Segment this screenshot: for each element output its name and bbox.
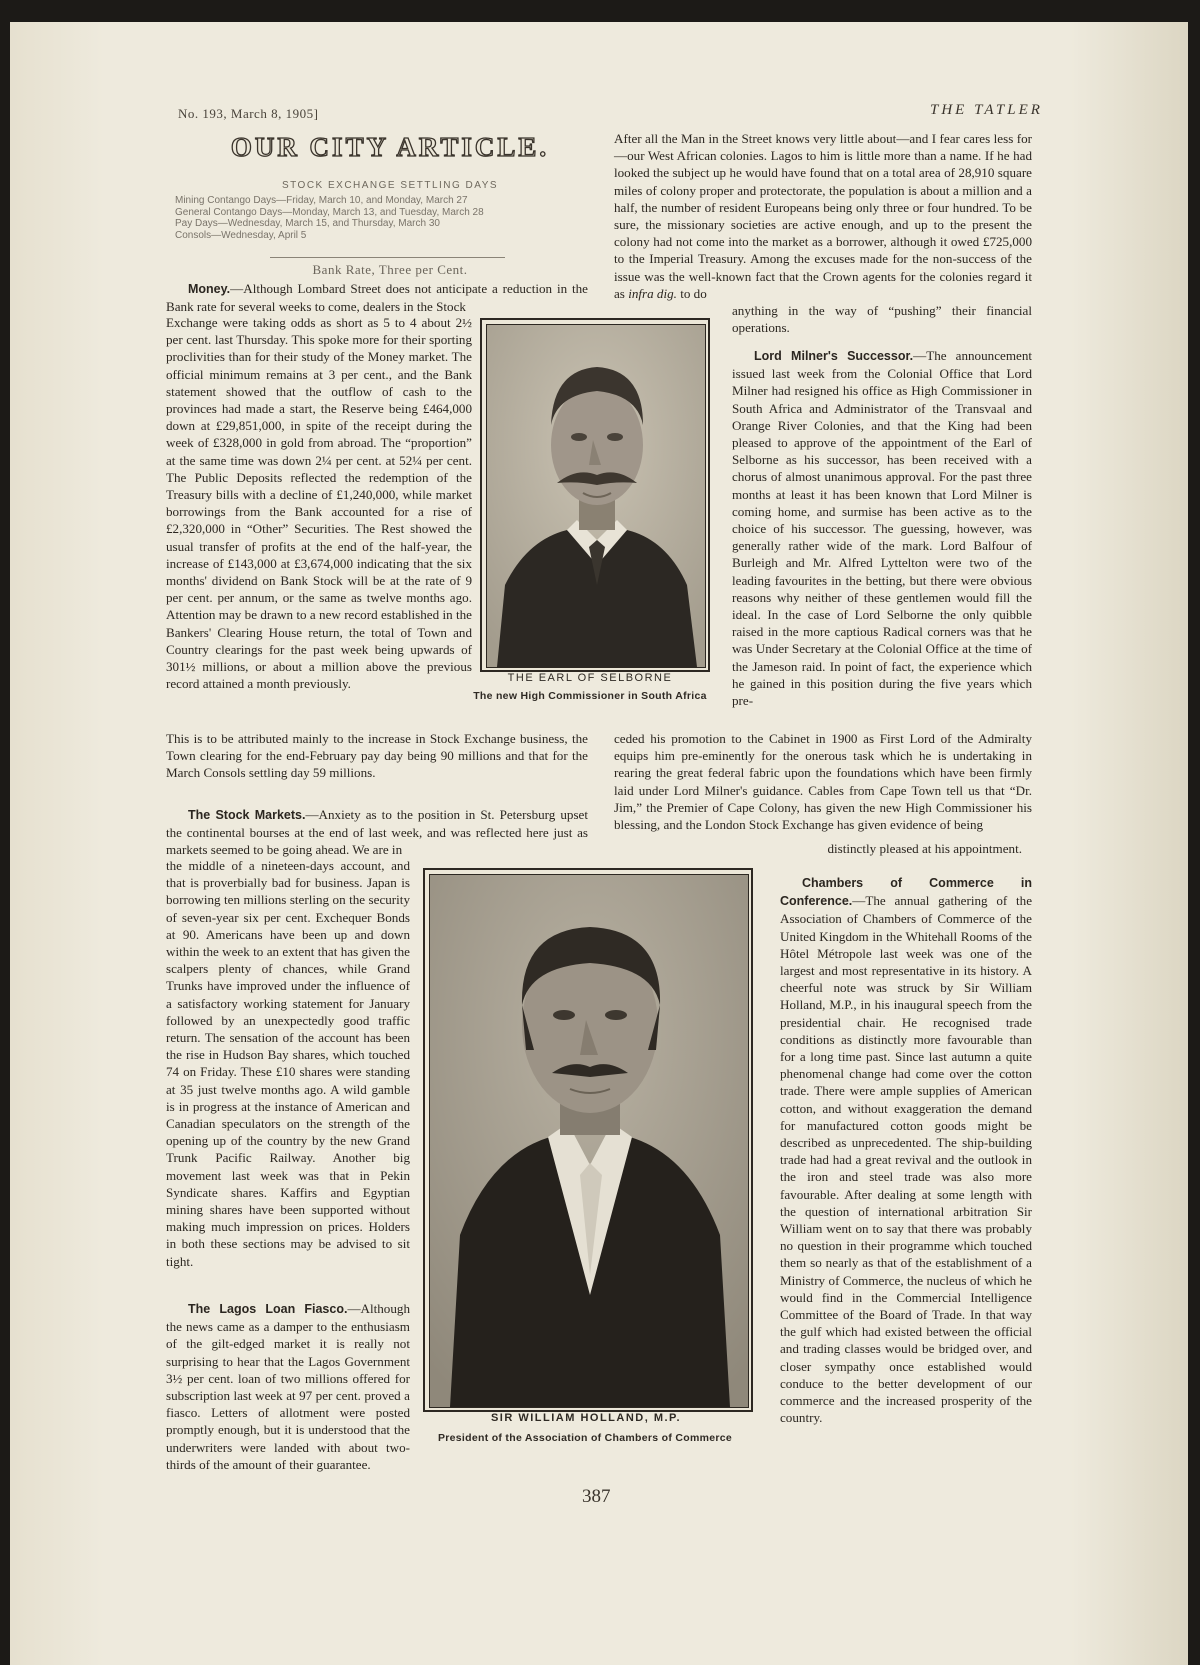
milner-end-paragraph <box>614 840 1032 857</box>
stock-markets-body <box>166 857 410 1270</box>
milner-cont-paragraph <box>614 730 1032 833</box>
stock-markets-lead <box>166 806 588 859</box>
lagos-cont-paragraph <box>614 130 1032 302</box>
settling-line: Mining Contango Days—Friday, March 10, and Monday, March 27 <box>175 195 468 206</box>
masthead: THE TATLER <box>930 102 1043 118</box>
milner-cont-text: ceded his promotion to the Cabinet in 1900 as First Lord of the Admiralty equips him pre-eminently for the onerous task which he is undertaking in rearing the great federal fabric upon the foundations which have been firmly laid under Lord Milner's guidance. Cables from Cape Town tell us that “Dr. Jim,” the Premier of Cape Colony, has given the new High Commissioner his blessing, and the London Stock Exchange has given evidence of being <box>614 731 1032 833</box>
settling-line: Consols—Wednesday, April 5 <box>175 229 307 241</box>
stock-lead-text: The Stock Markets.—Anxiety as to the position in St. Petersburg upset the continental bourses at the end of last week, and was reflected here just as markets seemed to be going ahead. We are in <box>166 807 588 858</box>
selborne-portrait-image <box>487 325 705 667</box>
issue-folio: No. 193, March 8, 1905] <box>178 106 319 121</box>
settling-line: General Contango Days—Monday, March 13, and Tuesday, March 28 <box>175 206 484 218</box>
chambers-text: Chambers of Commerce in Conference.—The annual gathering of the Association of Chambers of Commerce of the United Kingdom in the Whitehall Rooms of the Hôtel Métropole last week was one of the largest and most representative in its history. A cheerful note was struck by Sir William Holland, M.P., in his inaugural speech from the presidential chair. He recognised trade conditions as distinctly more favourable than for a long time past. Since last autumn a quite phenomenal change had come over the cotton trade. There were ample supplies of American cotton, and without exaggeration the demand for manufactured cotton goods might be described as unprecedented. The ship-building trade had had a great revival and the outlook in the iron and steel trade was also more favourable. After dealing at some length with the question of international arbitration Sir William went on to say that there was probably no question in their programme which touched them so nearly as that of the establishment of a Ministry of Commerce, the nucleus of which he would find in the Commercial Intelligence Committee of the Board of Trade. In that way the gulf which had existed between the official and trading classes would be bridged over, and closer sympathy once established would conduce to the better development of our commerce and the increased prosperity of the country. <box>780 876 1032 1426</box>
bank-rate: Bank Rate, Three per Cent. <box>312 262 468 277</box>
divider-rule <box>270 257 505 258</box>
lagos-end-text: anything in the way of “pushing” their financial operations. <box>732 303 1032 336</box>
milner-paragraph <box>732 347 1032 709</box>
magazine-page <box>10 22 1188 1665</box>
money-paragraph-cont <box>166 730 588 782</box>
lagos-text: The Lagos Loan Fiasco.—Although the news came as a damper to the enthusiasm of the gilt-edged market it is really not surprising to hear that the Lagos Government 3½ per cent. loan of two millions offered for subscription last week at 97 per cent. proved a fiasco. Letters of allotment were posted promptly enough, but it is understood that the underwriters were landed with about two-thirds of the amount of their guarantee. <box>166 1301 410 1472</box>
selborne-caption: THE EARL OF SELBORNE <box>507 672 673 684</box>
holland-portrait-image <box>430 875 748 1407</box>
holland-portrait <box>423 868 753 1412</box>
selborne-subcaption: The new High Commissioner in South Africa <box>473 690 707 702</box>
lagos-end-paragraph <box>732 302 1032 336</box>
holland-subcaption: President of the Association of Chambers of Commerce <box>437 1432 733 1444</box>
money-cont-text: This is to be attributed mainly to the increase in Stock Exchange business, the Town clearing for the end-February pay day being 90 millions and that for the March Consols settling day 59 millions. <box>166 731 588 781</box>
chambers-paragraph <box>780 874 1032 1427</box>
article-title: OUR CITY ARTICLE. <box>230 132 550 162</box>
lagos-loan-paragraph <box>166 1300 410 1473</box>
settling-heading: STOCK EXCHANGE SETTLING DAYS <box>281 180 499 191</box>
money-paragraph-body <box>166 314 472 692</box>
money-body-text: Exchange were taking odds as short as 5 to 4 about 2½ per cent. last Thursday. This spoke more for their sporting proclivities than for their study of the Money market. The official minimum remains at 3 per cent., and the Bank statement showed that the outflow of cash to the provinces had made a start, the Reserve being £464,000 down at £29,851,000, in spite of the receipt during the week of £328,000 in gold from abroad. The “proportion” at the same time was down 2¼ per cent. at 52¼ per cent. The Public Deposits reflected the redemption of the Treasury bills with a decline of £1,240,000, while market borrowings from the Bank accounted for a rise of £2,320,000 in “Other” Securities. The Rest showed the usual transfer of profits at the end of the half-year, the increase of £143,000 at £3,674,000 indicating that the six months' dividend on Bank Stock will be at the rate of 9 per cent. per annum, or the same as twelve months ago. Attention may be drawn to a new record established in the Bankers' Clearing House return, the total of Town and Country clearings for the past week being upwards of 301½ millions, or about a million above the previous record attained a month previously. <box>166 315 472 692</box>
milner-end-text: distinctly pleased at his appointment. <box>827 841 1022 856</box>
stock-body-text: the middle of a nineteen-days account, and that is proverbially bad for business. Japan is borrowing ten millions sterling on the security of seven-year six per cent. Exchequer Bonds at 90. Americans have been up and down within the week to an extent that has given the scalpers plenty of chances, while Grand Trunks have improved under the influence of a satisfactory working statement for January followed by an unexpectedly good traffic return. The sensation of the account has been the rise in Hudson Bay shares, which touched 74 on Friday. These £10 shares were standing at 35 just twelve months ago. A wild gamble is in progress at the instance of American and Canadian speculators on the strength of the opening up of the country by the new Grand Trunk Pacific Railway. Another big movement last week was that in Pekin Syndicate shares. Kaffirs and Egyptian mining shares have been supported without making much impression on prices. Holders in both these sections may be advised to sit tight. <box>166 858 410 1269</box>
money-paragraph-lead <box>166 280 588 315</box>
holland-caption: SIR WILLIAM HOLLAND, M.P. <box>490 1412 682 1424</box>
milner-text: Lord Milner's Successor.—The announcement issued last week from the Colonial Office that Lord Milner had resigned his office as High Commissioner in South Africa and Administrator of the Transvaal and Orange River Colonies, and that the King had been pleased to approve of the appointment of the Earl of Selborne as his successor, has been received with a chorus of almost unanimous approval. For the past three months at least it has been known that Lord Milner is coming home, and surmise has been active as to the choice of his successor. The guessing, however, was generally rather wide of the mark. Lord Balfour of Burleigh and Mr. Alfred Lyttelton were two of the leading favourites in the betting, but there were obvious reasons why neither of these gentlemen would fill the ideal. In the case of Lord Selborne the only quibble raised in the more captious Radical corners was that he was Under Secretary at the Colonial Office at the time of the Jameson raid. In point of fact, the experience which he gained in this position during the five years which pre- <box>732 348 1033 709</box>
page-number: 387 <box>582 1486 611 1507</box>
settling-days-list <box>175 195 615 241</box>
money-lead-text: Money.—Although Lombard Street does not anticipate a reduction in the Bank rate for several weeks to come, dealers in the Stock <box>166 281 588 315</box>
settling-line: Pay Days—Wednesday, March 15, and Thursday, March 30 <box>175 218 440 229</box>
selborne-portrait <box>480 318 710 672</box>
lagos-cont-text: After all the Man in the Street knows very little about—and I fear cares less for—our West African colonies. Lagos to him is little more than a name. If he had looked the subject up he would have found that on a total area of 28,910 square miles of colony proper and protectorate, the population is about a million and a half, the number of resident Europeans being only three or four hundred. To be sure, the missionary societies are active enough, and up to the present the colony had not come into the market as a borrower, although it owed £725,000 to the Imperial Treasury. Among the excuses made for the non-success of the issue was the well-known fact that the Crown agents for the colonies regard it as infra dig. to do <box>614 131 1032 301</box>
